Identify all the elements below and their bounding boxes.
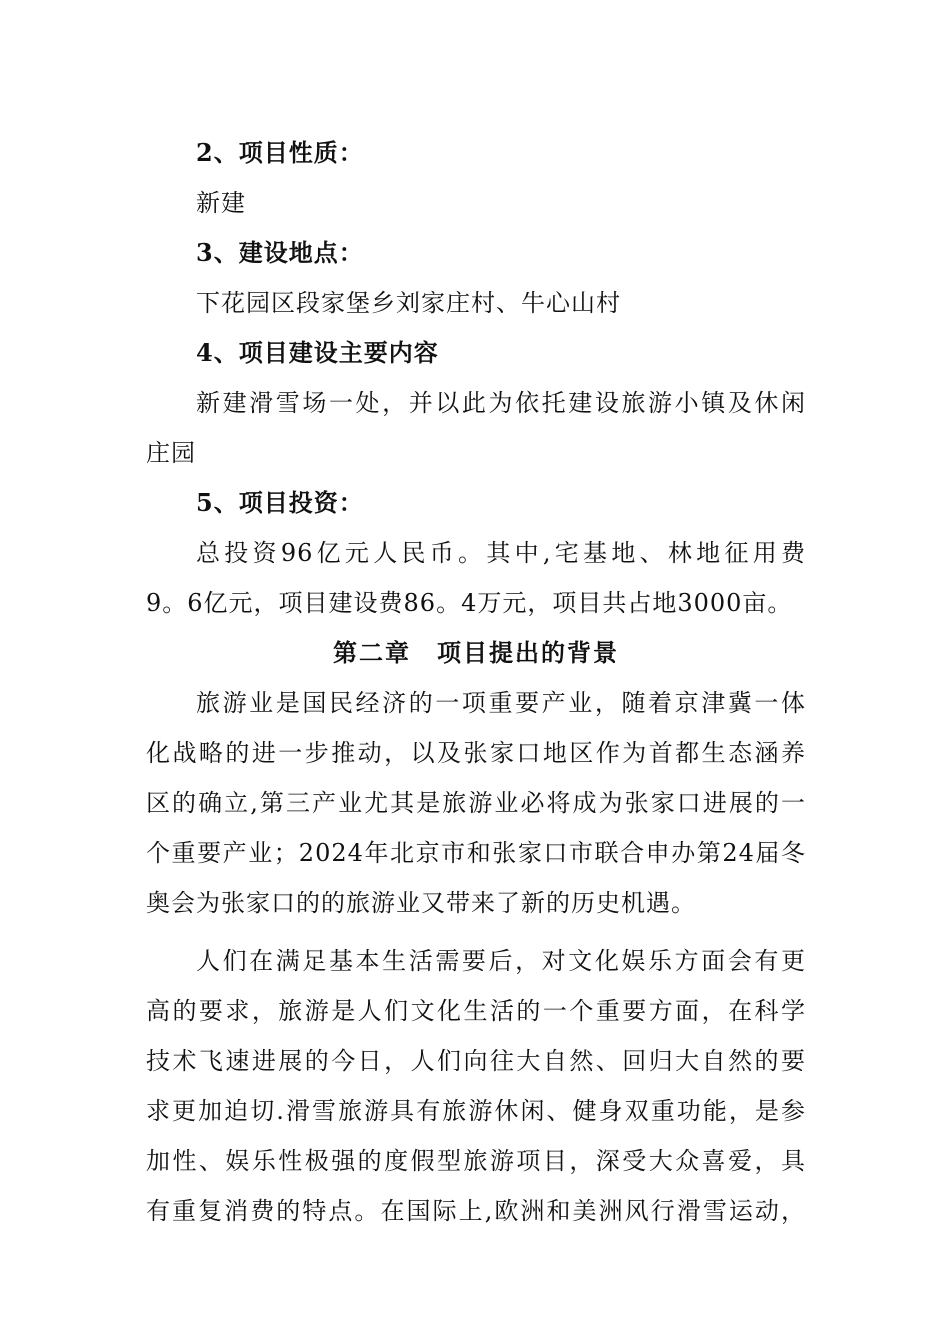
location-heading: 3、建设地点：	[196, 238, 364, 267]
paragraph-line: 加性、娱乐性极强的度假型旅游项目，深受大众喜爱，具	[146, 1147, 806, 1175]
chapter-title: 第二章 项目提出的背景	[333, 638, 619, 667]
content-line-2: 庄园	[146, 439, 196, 467]
paragraph-1	[146, 678, 806, 928]
project-nature-heading: 2、项目性质：	[196, 138, 364, 167]
paragraph-line: 个重要产业；2024年北京市和张家口市联合申办第24届冬	[146, 839, 806, 867]
paragraph-line: 旅游业是国民经济的一项重要产业，随着京津冀一体	[196, 689, 806, 717]
paragraph-line: 奥会为张家口的的旅游业又带来了新的历史机遇。	[146, 889, 696, 917]
paragraph-line: 高的要求，旅游是人们文化生活的一个重要方面，在科学	[146, 997, 806, 1025]
location-value: 下花园区段家堡乡刘家庄村、牛心山村	[196, 289, 621, 317]
paragraph-line: 化战略的进一步推动，以及张家口地区作为首都生态涵养	[146, 739, 806, 767]
paragraph-2	[146, 936, 806, 1236]
investment-line-1: 总投资96亿元人民币。其中,宅基地、林地征用费	[196, 539, 806, 567]
investment-line-2: 9。6亿元，项目建设费86。4万元，项目共占地3000亩。	[146, 589, 793, 617]
content-line-1: 新建滑雪场一处，并以此为依托建设旅游小镇及休闲	[196, 389, 806, 417]
paragraph-line: 有重复消费的特点。在国际上,欧洲和美洲风行滑雪运动，	[146, 1197, 806, 1225]
paragraph-line: 区的确立,第三产业尤其是旅游业必将成为张家口进展的一	[146, 789, 806, 817]
content-heading: 4、项目建设主要内容	[196, 338, 439, 367]
project-nature-value: 新建	[196, 189, 246, 217]
investment-heading: 5、项目投资：	[196, 488, 364, 517]
paragraph-line: 技术飞速进展的今日，人们向往大自然、回归大自然的要	[146, 1047, 806, 1075]
paragraph-line: 求更加迫切.滑雪旅游具有旅游休闲、健身双重功能，是参	[146, 1097, 806, 1125]
document-page	[146, 128, 806, 1236]
paragraph-line: 人们在满足基本生活需要后，对文化娱乐方面会有更	[196, 947, 806, 975]
